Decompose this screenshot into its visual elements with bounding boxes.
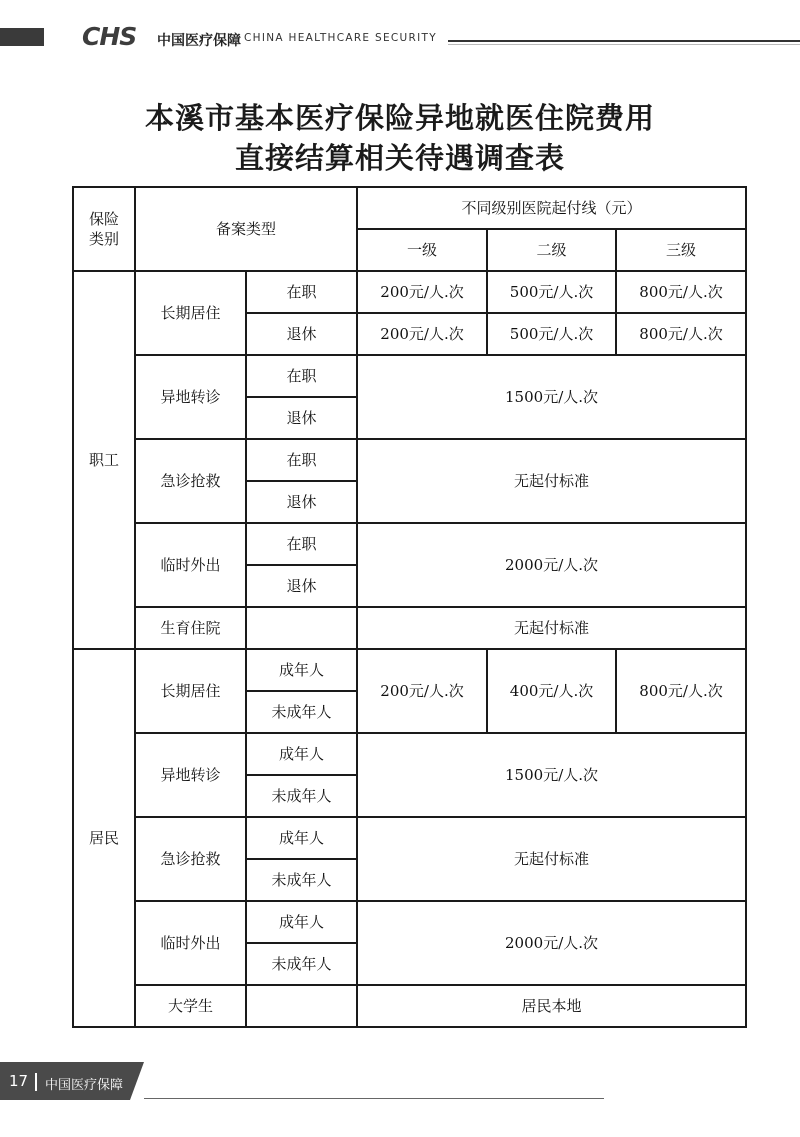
benefits-table bbox=[72, 186, 747, 1028]
subtype-cell: 未成年人 bbox=[246, 859, 357, 901]
value-cell: 200元/人.次 bbox=[357, 649, 487, 733]
value-cell: 200元/人.次 bbox=[357, 271, 487, 313]
header-level-1: 一级 bbox=[357, 229, 487, 271]
subtype-cell: 退休 bbox=[246, 481, 357, 523]
header-bar-block bbox=[0, 28, 44, 46]
value-cell: 居民本地 bbox=[357, 985, 746, 1027]
header-rule bbox=[448, 40, 800, 42]
value-cell: 2000元/人.次 bbox=[357, 523, 746, 607]
header-en-title: CHINA HEALTHCARE SECURITY bbox=[244, 32, 437, 44]
header-record-type: 备案类型 bbox=[135, 187, 357, 271]
subtype-cell: 成年人 bbox=[246, 901, 357, 943]
value-cell: 800元/人.次 bbox=[616, 271, 746, 313]
value-cell: 1500元/人.次 bbox=[357, 355, 746, 439]
page-title-line2: 直接结算相关待遇调查表 bbox=[234, 141, 565, 175]
subtype-cell: 未成年人 bbox=[246, 691, 357, 733]
value-cell: 无起付标准 bbox=[357, 607, 746, 649]
footer-publication: 中国医疗保障 bbox=[45, 1078, 124, 1093]
subtype-cell: 成年人 bbox=[246, 733, 357, 775]
record-type-cell: 大学生 bbox=[135, 985, 246, 1027]
record-type-cell: 临时外出 bbox=[135, 523, 246, 607]
subtype-cell: 在职 bbox=[246, 355, 357, 397]
value-cell: 200元/人.次 bbox=[357, 313, 487, 355]
subtype-cell: 在职 bbox=[246, 271, 357, 313]
page-number: 17 bbox=[9, 1072, 29, 1090]
record-type-cell: 长期居住 bbox=[135, 271, 246, 355]
value-cell: 无起付标准 bbox=[357, 439, 746, 523]
subtype-cell: 退休 bbox=[246, 313, 357, 355]
header-cn-title: 中国医疗保障 bbox=[157, 33, 241, 49]
empty-cell bbox=[246, 985, 357, 1027]
value-cell: 无起付标准 bbox=[357, 817, 746, 901]
value-cell: 500元/人.次 bbox=[487, 313, 616, 355]
subtype-cell: 未成年人 bbox=[246, 943, 357, 985]
chs-logo: CHS bbox=[82, 22, 137, 51]
subtype-cell: 成年人 bbox=[246, 817, 357, 859]
footer-separator bbox=[35, 1073, 37, 1091]
header-level-3: 三级 bbox=[616, 229, 746, 271]
category-resident: 居民 bbox=[73, 649, 135, 1027]
category-staff: 职工 bbox=[73, 271, 135, 649]
footer-rule bbox=[144, 1098, 604, 1099]
value-cell: 400元/人.次 bbox=[487, 649, 616, 733]
empty-cell bbox=[246, 607, 357, 649]
record-type-cell: 临时外出 bbox=[135, 901, 246, 985]
page-title-line1: 本溪市基本医疗保险异地就医住院费用 bbox=[144, 101, 655, 135]
value-cell: 2000元/人.次 bbox=[357, 901, 746, 985]
header-level-2: 二级 bbox=[487, 229, 616, 271]
subtype-cell: 在职 bbox=[246, 523, 357, 565]
record-type-cell: 急诊抢救 bbox=[135, 817, 246, 901]
value-cell: 500元/人.次 bbox=[487, 271, 616, 313]
value-cell: 1500元/人.次 bbox=[357, 733, 746, 817]
subtype-cell: 未成年人 bbox=[246, 775, 357, 817]
value-cell: 800元/人.次 bbox=[616, 649, 746, 733]
subtype-cell: 退休 bbox=[246, 565, 357, 607]
record-type-cell: 长期居住 bbox=[135, 649, 246, 733]
record-type-cell: 异地转诊 bbox=[135, 733, 246, 817]
header-threshold: 不同级别医院起付线（元） bbox=[357, 187, 746, 229]
record-type-cell: 急诊抢救 bbox=[135, 439, 246, 523]
value-cell: 800元/人.次 bbox=[616, 313, 746, 355]
subtype-cell: 退休 bbox=[246, 397, 357, 439]
subtype-cell: 成年人 bbox=[246, 649, 357, 691]
record-type-cell: 生育住院 bbox=[135, 607, 246, 649]
subtype-cell: 在职 bbox=[246, 439, 357, 481]
header-insurance-type: 保险 类别 bbox=[73, 187, 135, 271]
record-type-cell: 异地转诊 bbox=[135, 355, 246, 439]
header-rule-thin bbox=[448, 44, 800, 45]
